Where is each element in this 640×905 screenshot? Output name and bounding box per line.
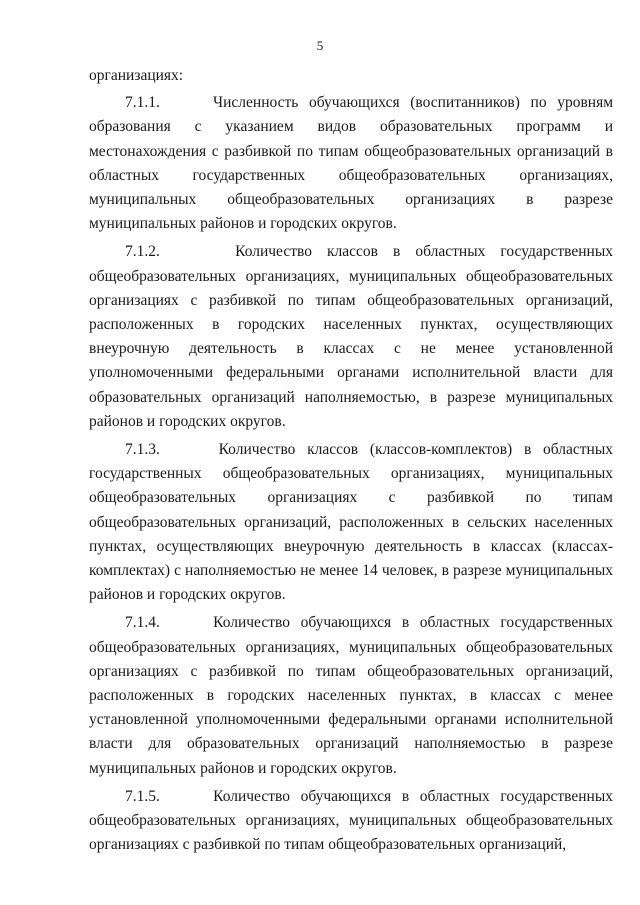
item-number: 7.1.5.: [125, 787, 160, 805]
list-item-7-1-2: [89, 240, 613, 434]
item-text: Количество обучающихся в областных государственных общеобразовательных организациях, муниципальных общеобразовательных организациях с разбивкой по типам общеобразовательных организаций, расположенных в городских населенных пунктах, в классах с менее установленной уполномоченными федеральными органами исполнительной власти для образовательных организаций наполняемостью в разрезе муниципальных районов и городских округов.: [89, 614, 614, 777]
list-item-7-1-5: [89, 785, 613, 858]
item-text: Количество обучающихся в областных государственных общеобразовательных организациях, муниципальных общеобразовательных организациях с разбивкой по типам общеобразовательных организаций,: [89, 787, 614, 854]
item-text: Количество классов (классов-комплектов) в областных государственных общеобразовательных организациях, муниципальных общеобразовательных организациях с разбивкой по типам общеобразовательных организаций, расположенных в сельских населенных пунктах, осуществляющих внеурочную деятельность в классах (классах-комплектах) с наполняемостью не менее 14 человек, в разрезе муниципальных районов и городских округов.: [89, 441, 613, 604]
lead-paragraph: организациях:: [89, 67, 184, 84]
item-number: 7.1.4.: [125, 614, 160, 632]
list-item-7-1-4: [89, 611, 613, 780]
page-number: 5: [316, 38, 324, 53]
list-item-7-1-3: [89, 438, 613, 607]
item-number: 7.1.1.: [125, 94, 160, 112]
item-number: 7.1.2.: [125, 243, 160, 261]
item-text: Численность обучающихся (воспитанников) по уровням образования с указанием видов образовательных программ и местонахождения с разбивкой по типам общеобразовательных организаций в областных государственных общеобразовательных организациях, муниципальных общеобразовательных организациях в разрезе муниципальных районов и городских округов.: [89, 94, 614, 233]
document-body: [89, 64, 613, 862]
list-item-7-1-1: [89, 91, 613, 236]
item-number: 7.1.3.: [125, 441, 160, 459]
item-text: Количество классов в областных государственных общеобразовательных организациях, муниципальных общеобразовательных организациях с разбивкой по типам общеобразовательных организаций, расположенных в городских населенных пунктах, осуществляющих внеурочную деятельность в классах с не менее установленной уполномоченными федеральными органами исполнительной власти для образовательных организаций наполняемостью, в разрезе муниципальных районов и городских округов.: [89, 243, 613, 430]
